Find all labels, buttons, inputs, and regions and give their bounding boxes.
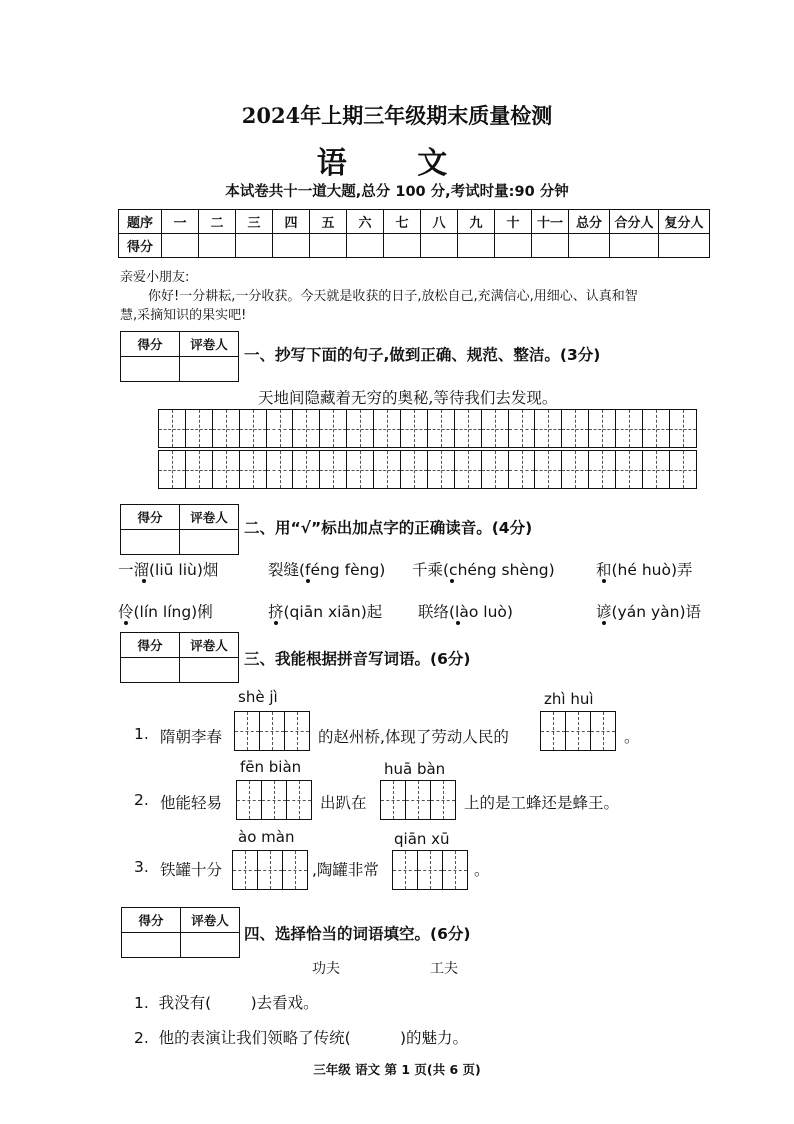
emphasis-dot	[124, 621, 128, 625]
writing-cell[interactable]	[235, 712, 260, 750]
writing-cell[interactable]	[643, 410, 670, 447]
score-header-cell: 十一	[532, 210, 569, 234]
writing-cell[interactable]	[347, 410, 374, 447]
grader-score-label: 得分	[121, 332, 180, 357]
score-header-cell: 二	[199, 210, 236, 234]
score-table	[118, 209, 710, 258]
writing-cell[interactable]	[541, 712, 566, 750]
score-header-cell: 三	[236, 210, 273, 234]
writing-cell[interactable]	[535, 410, 562, 447]
grader-reviewer-blank[interactable]	[180, 530, 239, 555]
writing-cell[interactable]	[589, 410, 616, 447]
score-blank-cell[interactable]	[421, 234, 458, 258]
score-header-cell: 四	[273, 210, 310, 234]
copy-grid-row-2[interactable]	[158, 450, 697, 489]
writing-cell[interactable]	[159, 410, 186, 447]
score-table-score-row	[119, 234, 710, 258]
word-choice-1: 功夫	[312, 961, 340, 977]
score-row-label: 得分	[119, 234, 162, 258]
writing-cell[interactable]	[213, 410, 240, 447]
q1-pinyin-1: shè jì	[238, 688, 278, 706]
writing-cell[interactable]	[267, 410, 294, 447]
writing-cell[interactable]	[293, 410, 320, 447]
grader-score-blank[interactable]	[121, 357, 180, 382]
grader-reviewer-label: 评卷人	[180, 332, 239, 357]
grader-score-blank[interactable]	[121, 530, 180, 555]
score-blank-cell[interactable]	[162, 234, 199, 258]
score-header-cell: 五	[310, 210, 347, 234]
score-header-cell: 合分人	[610, 210, 659, 234]
grader-box-3	[120, 632, 239, 683]
score-header-cell: 七	[384, 210, 421, 234]
score-header-cell: 十	[495, 210, 532, 234]
score-blank-cell[interactable]	[495, 234, 532, 258]
q3-answer-box-2[interactable]	[392, 850, 468, 890]
grader-box-1	[120, 331, 239, 382]
q3-number: 3.	[134, 858, 149, 876]
grader-reviewer-blank[interactable]	[181, 933, 240, 958]
q3-text-b: ,陶罐非常	[312, 861, 379, 879]
fill-question-2[interactable]: 2. 他的表演让我们领略了传统( )的魅力。	[134, 1029, 469, 1047]
copy-grid-row-1[interactable]	[158, 409, 697, 448]
score-blank-cell[interactable]	[236, 234, 273, 258]
writing-cell[interactable]	[381, 781, 406, 819]
q3-pinyin-2: qiān xū	[394, 830, 450, 848]
writing-cell[interactable]	[482, 451, 509, 488]
score-table-header-row	[119, 210, 710, 234]
score-blank-cell[interactable]	[458, 234, 495, 258]
q2-number: 2.	[134, 791, 149, 809]
grader-reviewer-blank[interactable]	[180, 658, 239, 683]
grader-box-4	[121, 907, 240, 958]
page-footer: 三年级 语文 第 1 页(共 6 页)	[313, 1062, 481, 1077]
writing-cell[interactable]	[670, 410, 696, 447]
exam-title: 2024年上期三年级期末质量检测	[241, 103, 553, 128]
pinyin-item-4[interactable]: 和(hé huò)弄	[596, 561, 693, 579]
score-header-cell: 题序	[119, 210, 162, 234]
writing-cell[interactable]	[591, 712, 615, 750]
writing-cell[interactable]	[616, 451, 643, 488]
emphasis-dot	[456, 621, 460, 625]
writing-cell[interactable]	[562, 451, 589, 488]
score-blank-cell[interactable]	[273, 234, 310, 258]
writing-cell[interactable]	[428, 410, 455, 447]
grader-score-blank[interactable]	[122, 933, 181, 958]
writing-cell[interactable]	[509, 410, 536, 447]
score-blank-cell[interactable]	[384, 234, 421, 258]
grader-score-label: 得分	[122, 908, 181, 933]
grader-reviewer-label: 评卷人	[180, 633, 239, 658]
writing-cell[interactable]	[455, 451, 482, 488]
writing-cell[interactable]	[213, 451, 240, 488]
writing-cell[interactable]	[670, 451, 696, 488]
score-header-cell: 总分	[569, 210, 610, 234]
emphasis-dot	[602, 579, 606, 583]
fill-question-1[interactable]: 1. 我没有( )去看戏。	[134, 994, 319, 1012]
writing-cell[interactable]	[347, 451, 374, 488]
section-2-heading: 二、用“√”标出加点字的正确读音。(4分)	[244, 519, 533, 537]
emphasis-dot	[142, 579, 146, 583]
writing-cell[interactable]	[589, 451, 616, 488]
q3-text-c: 。	[474, 861, 490, 879]
writing-cell[interactable]	[283, 851, 307, 889]
writing-cell[interactable]	[509, 451, 536, 488]
writing-cell[interactable]	[401, 451, 428, 488]
emphasis-dot	[450, 579, 454, 583]
pinyin-item-3[interactable]: 千乘(chéng shèng)	[412, 561, 555, 579]
greeting-salutation: 亲爱小朋友:	[120, 270, 190, 285]
score-blank-cell[interactable]	[569, 234, 610, 258]
q2-pinyin-2: huā bàn	[384, 760, 446, 778]
q1-answer-box-1[interactable]	[234, 711, 310, 751]
writing-cell[interactable]	[186, 410, 213, 447]
grader-reviewer-label: 评卷人	[181, 908, 240, 933]
writing-cell[interactable]	[374, 451, 401, 488]
pinyin-item-8[interactable]: 谚(yán yàn)语	[596, 603, 702, 621]
writing-cell[interactable]	[287, 781, 311, 819]
word-choice-2: 工夫	[430, 961, 458, 977]
writing-cell[interactable]	[428, 451, 455, 488]
writing-cell[interactable]	[240, 451, 267, 488]
exam-info: 本试卷共十一道大题,总分 100 分,考试时量:90 分钟	[225, 184, 569, 200]
q2-text-c: 上的是工蜂还是蜂王。	[464, 794, 620, 812]
grader-score-label: 得分	[121, 633, 180, 658]
q1-text-a: 隋朝李春	[160, 728, 223, 746]
writing-cell[interactable]	[535, 451, 562, 488]
emphasis-dot	[602, 621, 606, 625]
score-header-cell: 一	[162, 210, 199, 234]
q3-answer-box-1[interactable]	[232, 850, 308, 890]
pinyin-item-1[interactable]: 一溜(liū liù)烟	[118, 561, 219, 579]
q3-pinyin-1: ào màn	[238, 828, 295, 846]
writing-cell[interactable]	[267, 451, 294, 488]
writing-cell[interactable]	[159, 451, 186, 488]
pinyin-item-6[interactable]: 挤(qiān xiān)起	[268, 603, 383, 621]
writing-cell[interactable]	[418, 851, 443, 889]
writing-cell[interactable]	[562, 410, 589, 447]
writing-cell[interactable]	[258, 851, 283, 889]
section-3-heading: 三、我能根据拼音写词语。(6分)	[244, 650, 471, 668]
q2-answer-box-2[interactable]	[380, 780, 456, 820]
section-1-heading: 一、抄写下面的句子,做到正确、规范、整洁。(3分)	[244, 346, 601, 364]
writing-cell[interactable]	[260, 712, 285, 750]
writing-cell[interactable]	[443, 851, 467, 889]
writing-cell[interactable]	[393, 851, 418, 889]
greeting-line-2: 慧,采摘知识的果实吧!	[120, 308, 247, 323]
score-header-cell: 九	[458, 210, 495, 234]
subject-title: 语 文	[316, 146, 478, 181]
pinyin-item-7[interactable]: 联络(lào luò)	[418, 603, 513, 621]
q1-text-c: 。	[624, 728, 640, 746]
score-header-cell: 复分人	[659, 210, 710, 234]
grader-reviewer-blank[interactable]	[180, 357, 239, 382]
writing-cell[interactable]	[285, 712, 309, 750]
q3-text-a: 铁罐十分	[160, 861, 223, 879]
writing-cell[interactable]	[431, 781, 455, 819]
score-blank-cell[interactable]	[347, 234, 384, 258]
pinyin-item-2[interactable]: 裂缝(féng fèng)	[268, 561, 386, 579]
writing-cell[interactable]	[186, 451, 213, 488]
writing-cell[interactable]	[455, 410, 482, 447]
q1-text-b: 的赵州桥,体现了劳动人民的	[318, 728, 509, 746]
writing-cell[interactable]	[233, 851, 258, 889]
writing-cell[interactable]	[616, 410, 643, 447]
writing-cell[interactable]	[374, 410, 401, 447]
score-blank-cell[interactable]	[659, 234, 710, 258]
score-header-cell: 八	[421, 210, 458, 234]
writing-cell[interactable]	[643, 451, 670, 488]
q2-answer-box-1[interactable]	[236, 780, 312, 820]
section-4-heading: 四、选择恰当的词语填空。(6分)	[244, 925, 471, 943]
writing-cell[interactable]	[262, 781, 287, 819]
writing-cell[interactable]	[293, 451, 320, 488]
writing-cell[interactable]	[566, 712, 591, 750]
writing-cell[interactable]	[406, 781, 431, 819]
score-blank-cell[interactable]	[610, 234, 659, 258]
writing-cell[interactable]	[320, 410, 347, 447]
q2-pinyin-1: fēn biàn	[240, 758, 302, 776]
writing-cell[interactable]	[240, 410, 267, 447]
score-blank-cell[interactable]	[532, 234, 569, 258]
greeting-line-1: 你好!一分耕耘,一分收获。今天就是收获的日子,放松自己,充满信心,用细心、认真和智	[148, 289, 638, 304]
writing-cell[interactable]	[482, 410, 509, 447]
copy-sentence: 天地间隐藏着无穷的奥秘,等待我们去发现。	[258, 389, 558, 407]
q2-text-b: 出趴在	[320, 794, 367, 812]
score-blank-cell[interactable]	[310, 234, 347, 258]
q1-pinyin-2: zhì huì	[544, 690, 594, 708]
emphasis-dot	[306, 579, 310, 583]
emphasis-dot	[274, 621, 278, 625]
q1-number: 1.	[134, 725, 149, 743]
score-blank-cell[interactable]	[199, 234, 236, 258]
writing-cell[interactable]	[320, 451, 347, 488]
grader-reviewer-label: 评卷人	[180, 505, 239, 530]
grader-score-label: 得分	[121, 505, 180, 530]
q2-text-a: 他能轻易	[160, 794, 223, 812]
q1-answer-box-2[interactable]	[540, 711, 616, 751]
writing-cell[interactable]	[401, 410, 428, 447]
grader-score-blank[interactable]	[121, 658, 180, 683]
writing-cell[interactable]	[237, 781, 262, 819]
grader-box-2	[120, 504, 239, 555]
score-header-cell: 六	[347, 210, 384, 234]
pinyin-item-5[interactable]: 伶(lín líng)俐	[118, 603, 213, 621]
